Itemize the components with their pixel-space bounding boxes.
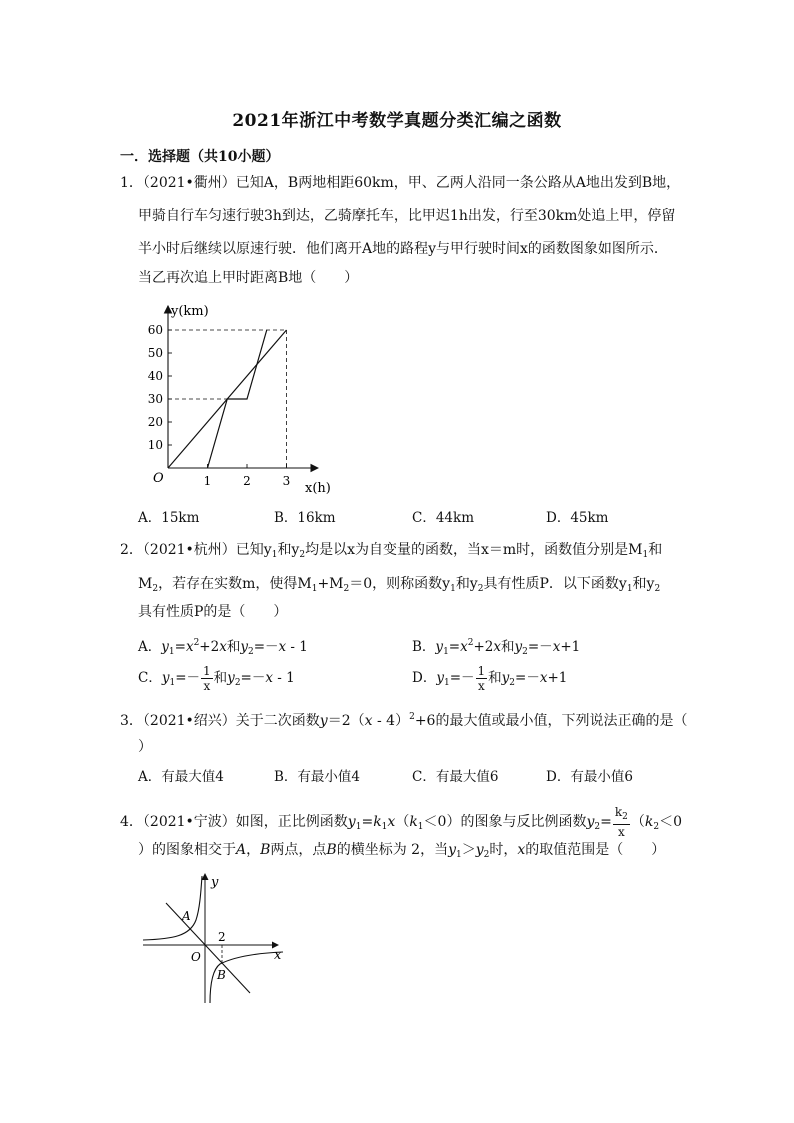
y-tick-label: 10 (147, 438, 163, 452)
q1-line-2: 甲骑自行车匀速行驶3h到达，乙骑摩托车，比甲迟1h出发，行至30km处追上甲，停留 (138, 208, 676, 224)
page-title: 2021年浙江中考数学真题分类汇编之函数 (232, 111, 562, 131)
y-axis-label: y(km) (171, 304, 209, 319)
hyperbola-left-branch (143, 876, 202, 940)
q1-line-1: 1．（2021•衢州）已知A，B两地相距60km，甲、乙两人沿同一条公路从A地出发到B地， (120, 175, 681, 191)
q3-line-1: 3．（2021•绍兴）关于二次函数y＝2（x - 4）$^2$+6的最大值或最小值，下列说法正确的是（ (120, 712, 688, 729)
q4-line-1: 4．（2021•宁波）如图，正比例函数$y_1=k_1x(k_1<0)$的图象与反比例函数$y_2=$ $\frac{k_2}{x}$ （$k_2<0$ (120, 805, 682, 839)
x-tick-label: 3 (282, 474, 291, 488)
x-tick-label: 2 (243, 474, 251, 488)
q4-line-2: ）的图象相交于A，B两点，点B的横坐标为 2，当$y_1>y_2$时，x的取值范围是（ ） (138, 842, 666, 860)
series-yi-line (208, 330, 267, 468)
q2-line-3: 具有性质P的是（ ） (138, 604, 288, 620)
q2-option-c: C．$y_1=-$ $\frac{1}{x}$ 和$y_2=-x - 1$ (138, 664, 295, 693)
point-b-label: B (217, 968, 226, 982)
q3-option-a: A．有最大值4 (138, 769, 224, 785)
q2-option-b: B．$y_1=x^2+2x$和$y_2=-x+1$ (412, 638, 581, 657)
origin-label: O (153, 471, 164, 486)
q2-line-1: 2．（2021•杭州）已知$y_1$和$y_2$均是以x为自变量的函数，当x＝m时，函数值分别是$M_1$和 (120, 542, 663, 560)
inverse-proportion-graph (138, 868, 288, 1008)
origin-label: O (191, 950, 201, 964)
q1-option-c: C．44km (412, 510, 474, 526)
y-tick-label: 60 (147, 323, 163, 337)
q2-line-2: $M_2$，若存在实数m，使得$M_1+M_2=0$，则称函数$y_1$和$y_2$具有性质P．以下函数$y_1$和$y_2$ (138, 576, 661, 594)
x-label: x (274, 948, 282, 963)
y-tick-label: 40 (147, 369, 163, 383)
proportional-line (166, 903, 250, 993)
q2-option-a: A．$y_1=x^2+2x$和$y_2=-x - 1$ (138, 638, 308, 657)
y-tick-label: 20 (147, 415, 163, 429)
x-axis-label: x(h) (305, 481, 331, 496)
q1-option-d: D．45km (546, 510, 609, 526)
tick-2-label: 2 (218, 930, 226, 944)
distance-time-graph (135, 300, 345, 500)
q3-option-c: C．有最大值6 (412, 769, 499, 785)
point-a-label: A (182, 909, 191, 923)
x-tick-label: 1 (203, 474, 212, 488)
q1-line-3: 半小时后继续以原速行驶．他们离开A地的路程y与甲行驶时间x的函数图象如图所示． (138, 241, 668, 257)
y-tick-label: 50 (147, 346, 163, 360)
q1-line-4: 当乙再次追上甲时距离B地（ ） (138, 270, 359, 286)
q1-option-b: B．16km (274, 510, 336, 526)
section-heading: 一．选择题（共10小题） (120, 149, 280, 165)
y-tick-label: 30 (147, 392, 163, 406)
q2-option-d: D．$y_1=-$ $\frac{1}{x}$ 和$y_2=-x+1$ (412, 664, 568, 693)
q3-option-b: B．有最小值4 (274, 769, 361, 785)
q3-option-d: D．有最小值6 (546, 769, 633, 785)
q1-option-a: A．15km (138, 510, 200, 526)
q3-line-2: ） (138, 739, 152, 755)
y-label: y (211, 875, 219, 890)
